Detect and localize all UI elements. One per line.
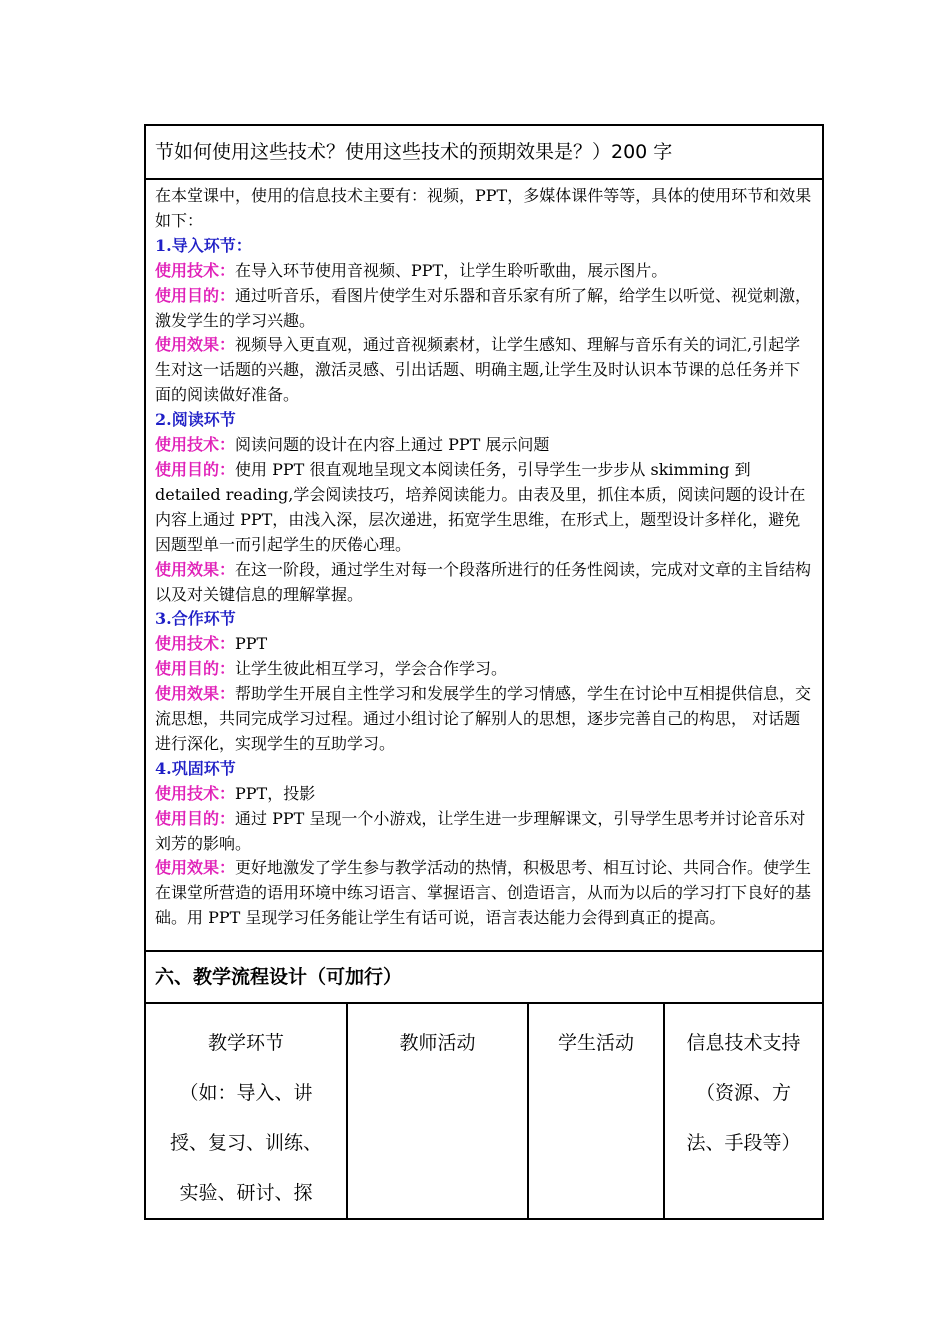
section-item <box>155 632 813 657</box>
column-line: 信息技术支持 <box>686 1032 801 1054</box>
section-reading <box>155 408 813 607</box>
item-text: 在导入环节使用音视频、PPT，让学生聆听歌曲，展示图片。 <box>235 260 668 280</box>
section-item <box>155 558 813 608</box>
item-label: 使用技术： <box>155 435 236 455</box>
intro-paragraph: 在本堂课中，使用的信息技术主要有：视频，PPT，多媒体课件等等，具体的使用环节和效果如下： <box>155 186 812 230</box>
item-text: PPT <box>235 634 268 654</box>
column-line: 学生活动 <box>557 1032 634 1054</box>
section-item <box>155 657 813 682</box>
column-line: 法、手段等） <box>686 1132 801 1154</box>
item-label: 使用技术： <box>155 634 236 654</box>
item-text: 在这一阶段，通过学生对每一个段落所进行的任务性阅读，完成对文章的主旨结构以及对关键信息的理解掌握。 <box>155 559 812 604</box>
column-teacher-activity <box>347 1004 528 1218</box>
item-label: 使用技术： <box>155 260 236 280</box>
lesson-plan-table <box>144 124 824 1220</box>
column-student-activity <box>528 1004 664 1218</box>
section-item <box>155 458 813 558</box>
column-line: （如：导入、讲 <box>179 1082 313 1104</box>
section-item <box>155 333 813 408</box>
question-header-text: 节如何使用这些技术？使用这些技术的预期效果是？）200 字 <box>155 141 673 163</box>
section-item <box>155 807 813 857</box>
item-text: 使用 PPT 很直观地呈现文本阅读任务，引导学生一步步从 skimming 到 detailed reading,学会阅读技巧，培养阅读能力。由表及里，抓住本质，阅读问题的设计在内容上通过 PPT，由浅入深，层次递进，拓宽学生思维，在形式上，题型设计多样化，避免因题型单一而引起学生的厌倦心理。 <box>155 459 806 554</box>
section-item <box>155 682 813 757</box>
section-item <box>155 284 813 334</box>
column-line: （资源、方 <box>695 1082 791 1104</box>
item-label: 使用目的： <box>155 285 236 305</box>
item-text: 更好地激发了学生参与教学活动的热情，积极思考、相互讨论、共同合作。使学生在课堂所营造的语用环境中练习语言、掌握语言、创造语言，从而为以后的学习打下良好的基础。用 PPT 呈现学习任务能让学生有话可说，语言表达能力会得到真正的提高。 <box>155 858 812 928</box>
section-cooperation <box>155 607 813 756</box>
column-line: 教学环节 <box>207 1032 284 1054</box>
section-title: 3.合作环节 <box>155 609 236 629</box>
section-title: 4.巩固环节 <box>155 758 236 778</box>
technology-usage-content <box>146 180 822 931</box>
item-label: 使用效果： <box>155 684 236 704</box>
section-title: 2.阅读环节 <box>155 410 236 430</box>
item-text: 让学生彼此相互学习，学会合作学习。 <box>235 659 508 679</box>
column-line: 实验、研讨、探 <box>179 1182 313 1204</box>
section-item <box>155 259 813 284</box>
flow-columns-table <box>146 1004 822 1218</box>
section-item <box>155 433 813 458</box>
column-line: 教师活动 <box>399 1032 476 1054</box>
item-label: 使用技术： <box>155 783 236 803</box>
question-header-cell <box>145 125 823 179</box>
item-label: 使用目的： <box>155 659 236 679</box>
column-line: 授、复习、训练、 <box>169 1132 322 1154</box>
item-text: PPT，投影 <box>235 783 316 803</box>
flow-columns-cell <box>145 1003 823 1219</box>
flow-title-cell <box>145 951 823 1003</box>
item-text: 通过听音乐，看图片使学生对乐器和音乐家有所了解，给学生以听觉、视觉刺激，激发学生的学习兴趣。 <box>155 285 812 330</box>
item-label: 使用目的： <box>155 808 236 828</box>
column-it-support <box>664 1004 822 1218</box>
section-title: 1.导入环节： <box>155 235 252 255</box>
technology-usage-cell <box>145 179 823 951</box>
item-text: 帮助学生开展自主性学习和发展学生的学习情感，学生在讨论中互相提供信息，交流思想，共同完成学习过程。通过小组讨论了解别人的思想，逐步完善自己的构思， 对话题进行深化，实现学生的互助学习。 <box>155 684 812 753</box>
item-label: 使用目的： <box>155 459 236 479</box>
item-text: 阅读问题的设计在内容上通过 PPT 展示问题 <box>235 435 550 455</box>
flow-title: 六、教学流程设计（可加行） <box>155 966 403 988</box>
section-item <box>155 856 813 931</box>
item-label: 使用效果： <box>155 335 236 355</box>
item-label: 使用效果： <box>155 559 236 579</box>
item-label: 使用效果： <box>155 858 236 878</box>
section-item <box>155 782 813 807</box>
item-text: 视频导入更直观，通过音视频素材，让学生感知、理解与音乐有关的词汇,引起学生对这一话题的兴趣，激活灵感、引出话题、明确主题,让学生及时认识本节课的总任务并下面的阅读做好准备。 <box>155 335 801 405</box>
item-text: 通过 PPT 呈现一个小游戏，让学生进一步理解课文，引导学生思考并讨论音乐对刘芳的影响。 <box>155 808 806 853</box>
section-consolidation <box>155 757 813 931</box>
column-teaching-stage <box>146 1004 347 1218</box>
section-lead-in <box>155 234 813 408</box>
